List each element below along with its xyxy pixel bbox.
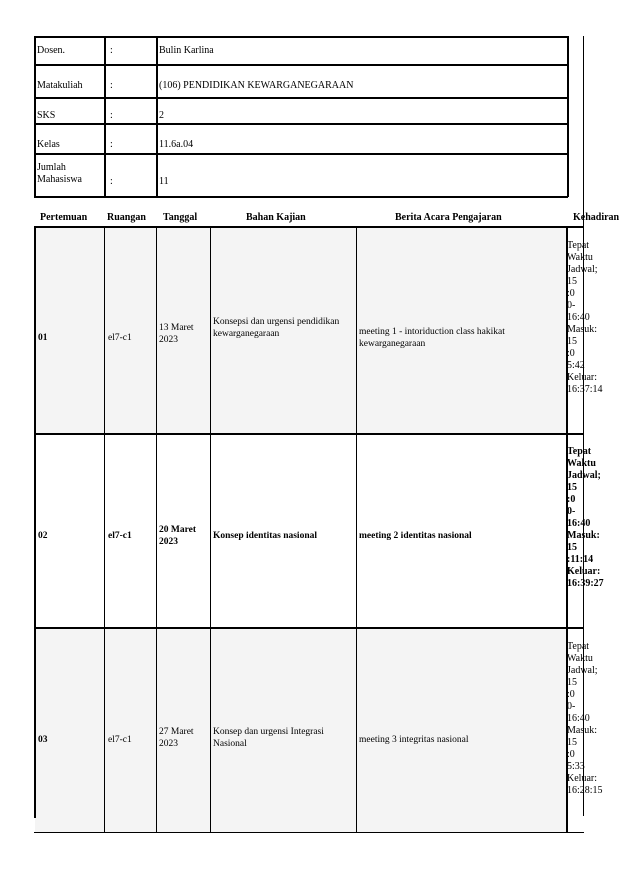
sks-sep: : xyxy=(110,110,113,121)
kelas-sep: : xyxy=(110,139,113,150)
row-bahan-kajian: Konsep dan urgensi Integrasi Nasional xyxy=(213,727,324,749)
row-ruangan: el7-c1 xyxy=(108,333,132,343)
dosen-label: Dosen. xyxy=(37,45,66,56)
row-tanggal: 13 Maret 2023 xyxy=(159,323,194,345)
row-bahan-kajian: Konsep identitas nasional xyxy=(213,531,317,541)
row-berita-acara: meeting 2 identitas nasional xyxy=(359,531,472,541)
row-tanggal: 27 Maret 2023 xyxy=(159,727,194,749)
dosen-value: Bulin Karlina xyxy=(159,45,214,56)
header-bahan-kajian: Bahan Kajian xyxy=(246,212,306,223)
sks-value: 2 xyxy=(159,110,164,121)
header-berita-acara: Berita Acara Pengajaran xyxy=(395,212,502,223)
row-berita-acara: meeting 1 - intoriduction class hakikat kewarganegaraan xyxy=(359,327,505,349)
header-tanggal: Tanggal xyxy=(163,212,198,223)
row-kehadiran: Tepat Waktu Jadwal; 15 :0 0- 16:40 Masuk: 15 :0 5:33 Keluar: 16:28:15 xyxy=(567,641,603,796)
matakuliah-value: (106) PENDIDIKAN KEWARGANEGARAAN xyxy=(159,80,354,91)
kelas-label: Kelas xyxy=(37,139,60,150)
jumlah-label: Jumlah Mahasiswa xyxy=(37,162,82,185)
header-pertemuan: Pertemuan xyxy=(40,212,88,223)
matakuliah-sep: : xyxy=(110,80,113,91)
header-kehadiran: Kehadiran xyxy=(573,212,620,223)
row-pertemuan: 03 xyxy=(38,735,48,745)
header-ruangan: Ruangan xyxy=(107,212,146,223)
row-pertemuan: 02 xyxy=(38,531,48,541)
row-ruangan: el7-c1 xyxy=(108,735,132,745)
jumlah-sep: : xyxy=(110,176,113,187)
jumlah-value: 11 xyxy=(159,176,169,187)
row-bahan-kajian: Konsepsi dan urgensi pendidikan kewarganegaraan xyxy=(213,317,340,339)
dosen-sep: : xyxy=(110,45,113,56)
matakuliah-label: Matakuliah xyxy=(37,80,83,91)
row-kehadiran: Tepat Waktu Jadwal; 15 :0 0- 16:40 Masuk: 15 :0 5:42 Keluar: 16:37:14 xyxy=(567,240,603,395)
row-pertemuan: 01 xyxy=(38,333,48,343)
row-berita-acara: meeting 3 integritas nasional xyxy=(359,735,469,745)
kelas-value: 11.6a.04 xyxy=(159,139,194,150)
row-ruangan: el7-c1 xyxy=(108,531,132,541)
row-kehadiran: Tepat Waktu Jadwal; 15 :0 0- 16:40 Masuk: 15 :11:14 Keluar: 16:39:27 xyxy=(567,446,604,589)
row-tanggal: 20 Maret 2023 xyxy=(159,525,197,547)
sks-label: SKS xyxy=(37,110,56,121)
